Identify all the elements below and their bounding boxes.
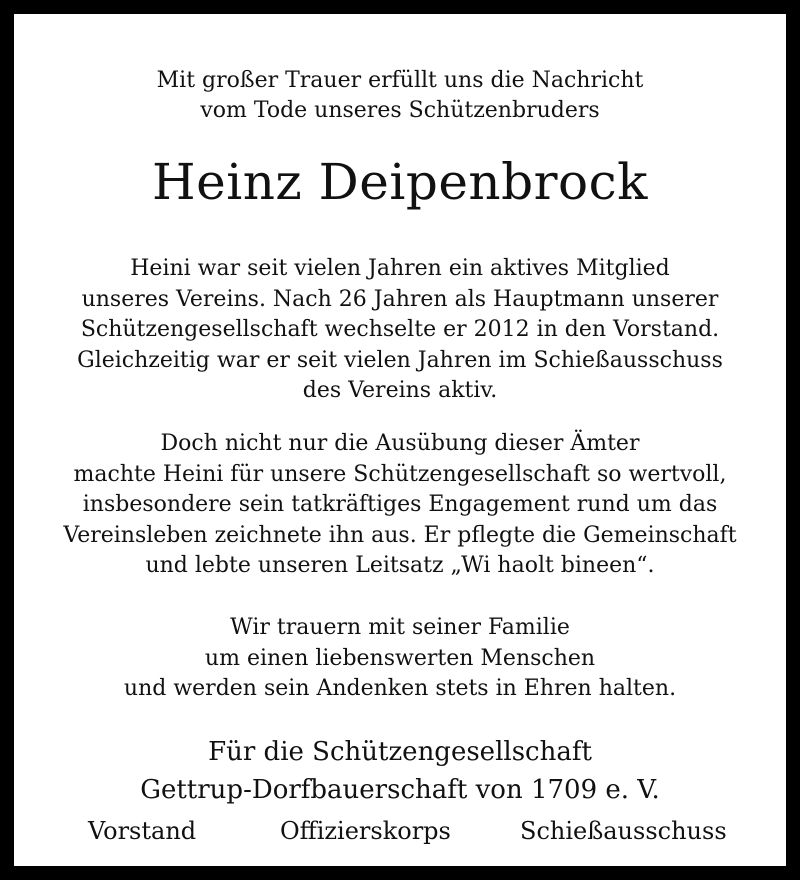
deceased-name: Heinz Deipenbrock [152,153,648,211]
paragraph-line: Schützengesellschaft wechselte er 2012 in den Vorstand. [80,317,720,342]
group-vorstand: Vorstand [88,817,197,845]
group-offizierskorps: Offizierskorps [280,817,451,845]
signatory-groups [28,814,772,848]
signature-line: Für die Schützengesellschaft [208,737,592,767]
paragraph-line: Heini war seit vielen Jahren ein aktives Mitglied [130,256,670,281]
paragraph-line: Vereinsleben zeichnete ihn aus. Er pflegte die Gemeinschaft [63,522,737,548]
paragraph-membership [28,254,772,407]
signature-block [28,733,772,809]
paragraph-line: Gleichzeitig war er seit vielen Jahren im Schießausschuss [77,347,723,373]
paragraph-line: unseres Vereins. Nach 26 Jahren als Hauptmann unserer [81,286,719,312]
paragraph-line: des Vereins aktiv. [302,378,498,403]
paragraph-line: um einen liebenswerten Menschen [204,645,596,671]
group-schiessausschuss: Schießausschuss [520,817,727,845]
signature-line: Gettrup-Dorfbauerschaft von 1709 e. V. [140,775,660,805]
paragraph-engagement [28,429,772,582]
paragraph-line: und werden sein Andenken stets in Ehren halten. [123,676,677,701]
paragraph-line: machte Heini für unsere Schützengesellschaft so wertvoll, [73,461,727,487]
paragraph-line: insbesondere sein tatkräftiges Engagement rund um das [82,492,718,517]
obituary-content [28,28,772,852]
paragraph-line: und lebte unseren Leitsatz „Wi haolt bineen“. [145,553,655,578]
paragraph-line: Doch nicht nur die Ausübung dieser Ämter [160,431,640,456]
paragraph-line: Wir trauern mit seiner Familie [230,615,570,640]
paragraph-mourning [28,613,772,705]
intro-line: vom Tode unseres Schützenbruders [200,98,600,123]
intro-line: Mit großer Trauer erfüllt uns die Nachricht [156,68,644,93]
intro-text [28,66,772,126]
